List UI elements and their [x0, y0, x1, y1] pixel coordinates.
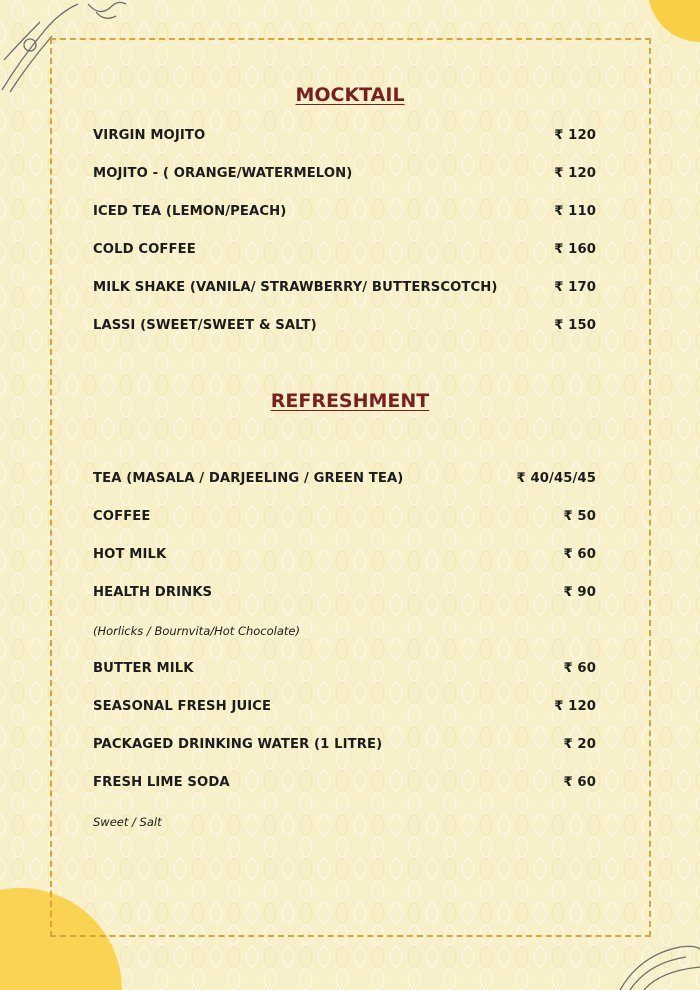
item-price: ₹ 90: [563, 584, 596, 600]
menu-item-health-drinks: [93, 581, 596, 603]
item-price: ₹ 60: [563, 774, 596, 790]
item-price: ₹ 60: [563, 660, 596, 676]
item-name: PACKAGED DRINKING WATER (1 LITRE): [93, 736, 383, 752]
menu-item-tea: [93, 467, 596, 489]
item-name: COFFEE: [93, 508, 151, 524]
section-title-mocktail: MOCKTAIL: [295, 84, 405, 106]
sketch-drawing-bottom-right-icon: [600, 935, 700, 990]
menu-item-cold-coffee: [93, 238, 596, 260]
item-note-fresh-lime-soda: Sweet / Salt: [93, 815, 162, 829]
menu-item-virgin-mojito: [93, 124, 596, 146]
item-price: ₹ 110: [554, 203, 596, 219]
section-title-refreshment: REFRESHMENT: [270, 390, 430, 412]
menu-item-coffee: [93, 505, 596, 527]
menu-item-butter-milk: [93, 657, 596, 679]
item-price: ₹ 40/45/45: [516, 470, 596, 486]
item-name: FRESH LIME SODA: [93, 774, 230, 790]
item-price: ₹ 170: [554, 279, 596, 295]
item-name: HEALTH DRINKS: [93, 584, 213, 600]
menu-item-seasonal-fresh-juice: [93, 695, 596, 717]
item-name: LASSI (SWEET/SWEET & SALT): [93, 317, 317, 333]
item-name: TEA (MASALA / DARJEELING / GREEN TEA): [93, 470, 404, 486]
item-price: ₹ 20: [563, 736, 596, 752]
item-price: ₹ 160: [554, 241, 596, 257]
menu-item-milk-shake: [93, 276, 596, 298]
item-price: ₹ 120: [554, 127, 596, 143]
menu-item-mojito: [93, 162, 596, 184]
item-price: ₹ 150: [554, 317, 596, 333]
item-name: VIRGIN MOJITO: [93, 127, 206, 143]
item-price: ₹ 120: [554, 698, 596, 714]
item-name: MILK SHAKE (VANILA/ STRAWBERRY/ BUTTERSCOTCH): [93, 279, 498, 295]
item-price: ₹ 120: [554, 165, 596, 181]
item-name: COLD COFFEE: [93, 241, 196, 257]
menu-item-packaged-water: [93, 733, 596, 755]
menu-item-hot-milk: [93, 543, 596, 565]
item-name: BUTTER MILK: [93, 660, 194, 676]
item-note-health-drinks: (Horlicks / Bournvita/Hot Chocolate): [93, 624, 300, 638]
menu-item-iced-tea: [93, 200, 596, 222]
item-name: MOJITO - ( ORANGE/WATERMELON): [93, 165, 353, 181]
menu-item-fresh-lime-soda: [93, 771, 596, 793]
menu-item-lassi: [93, 314, 596, 336]
item-price: ₹ 50: [563, 508, 596, 524]
item-name: SEASONAL FRESH JUICE: [93, 698, 272, 714]
item-name: ICED TEA (LEMON/PEACH): [93, 203, 287, 219]
item-price: ₹ 60: [563, 546, 596, 562]
item-name: HOT MILK: [93, 546, 167, 562]
